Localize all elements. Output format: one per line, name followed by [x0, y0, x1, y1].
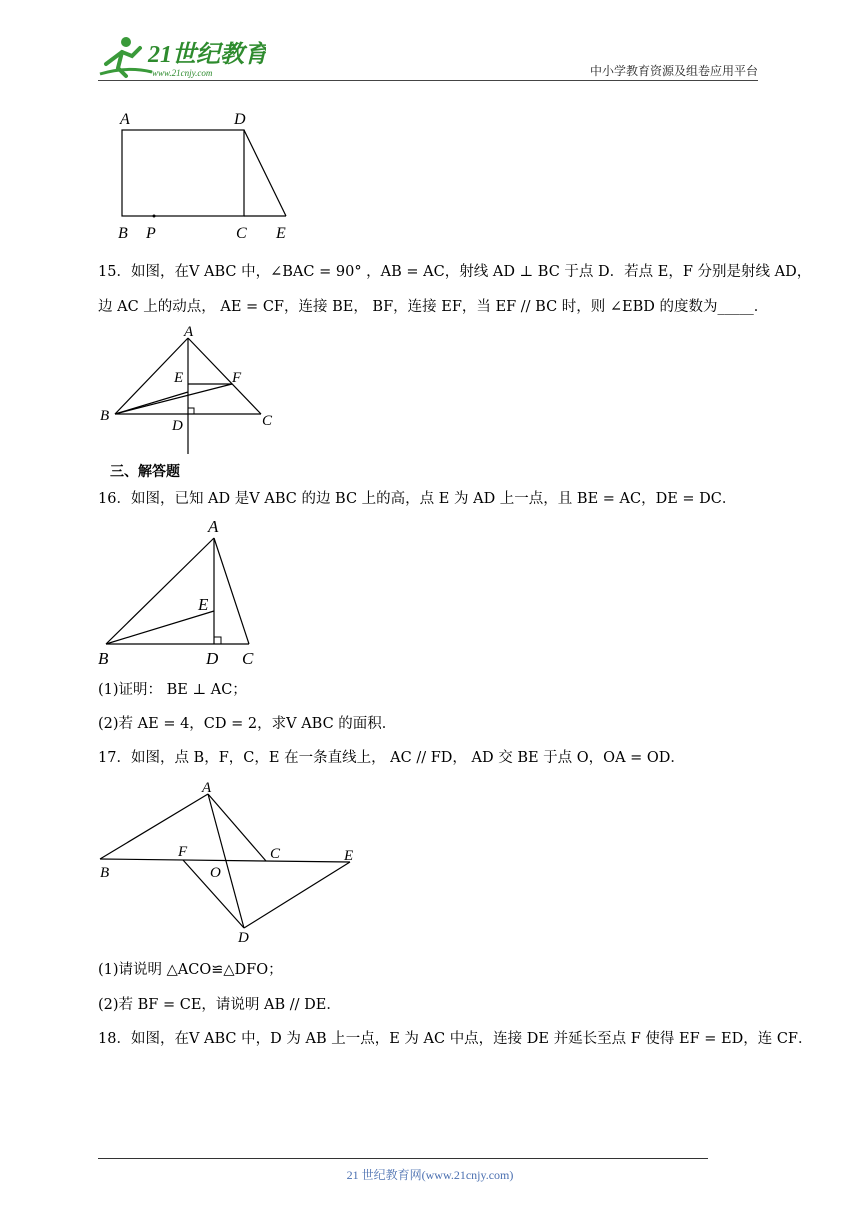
label-O: O	[210, 865, 221, 881]
q15-line2: 边 AC 上的动点， AE = CF，连接 BE， BF，连接 EF，当 EF // BC 时，则 ∠EBD 的度数为_____．	[98, 299, 769, 315]
q16-stem: 16．如图，已知 AD 是V ABC 的边 BC 上的高，点 E 为 AD 上一点，且 BE = AC，DE = DC．	[98, 491, 737, 507]
q16-part2: (2)若 AE = 4，CD = 2，求V ABC 的面积．	[98, 716, 397, 732]
label-B: B	[100, 408, 110, 424]
label-D: D	[172, 418, 183, 434]
label-D: D	[238, 930, 249, 946]
label-F: F	[178, 844, 188, 860]
logo-url: www.21cnjy.com	[152, 68, 213, 78]
label-E: E	[276, 225, 286, 242]
label-C: C	[236, 225, 247, 242]
logo-text: 21世纪教育	[148, 42, 266, 68]
q16-part1: (1)证明： BE ⊥ AC；	[98, 682, 247, 698]
label-B: B	[98, 649, 109, 668]
figure-q16	[96, 514, 271, 669]
label-F: F	[232, 370, 242, 386]
label-A: A	[184, 324, 194, 340]
label-E: E	[174, 370, 184, 386]
q17-stem: 17．如图，点 B，F，C，E 在一条直线上， AC // FD， AD 交 BE 于点 O，OA = OD．	[98, 750, 685, 766]
figure-q15	[98, 324, 278, 458]
figure-rectangle-triangle	[110, 108, 310, 244]
label-C: C	[262, 413, 273, 429]
runner-logo-icon	[100, 37, 152, 76]
label-A: A	[120, 111, 130, 128]
label-C: C	[242, 649, 254, 668]
label-E: E	[198, 595, 209, 614]
label-B: B	[100, 865, 110, 881]
section-answer-title: 三、解答题	[110, 464, 180, 480]
label-A: A	[208, 517, 219, 536]
label-P: P	[146, 225, 156, 242]
figure-q17	[96, 776, 366, 948]
q17-part1: (1)请说明 △ACO≌△DFO；	[98, 962, 283, 978]
label-C: C	[270, 846, 281, 862]
q18-stem: 18．如图，在V ABC 中，D 为 AB 上一点，E 为 AC 中点，连接 DE 并延长至点 F 使得 EF = ED，连 CF．	[98, 1031, 813, 1047]
site-logo	[96, 34, 266, 82]
platform-title: 中小学教育资源及组卷应用平台	[589, 64, 758, 78]
q17-part2: (2)若 BF = CE，请说明 AB // DE．	[98, 997, 341, 1013]
footer-divider	[98, 1158, 708, 1159]
label-D: D	[234, 111, 246, 128]
header-divider	[98, 80, 758, 81]
label-D: D	[206, 649, 219, 668]
q15-line1: 15．如图，在V ABC 中，∠BAC = 90° ，AB = AC，射线 AD ⊥ BC 于点 D．若点 E，F 分别是射线 AD，	[98, 264, 812, 280]
label-B: B	[118, 225, 128, 242]
footer-source[interactable]: 21 世纪教育网(www.21cnjy.com)	[346, 1168, 514, 1182]
label-E: E	[344, 848, 354, 864]
label-A: A	[202, 780, 212, 796]
